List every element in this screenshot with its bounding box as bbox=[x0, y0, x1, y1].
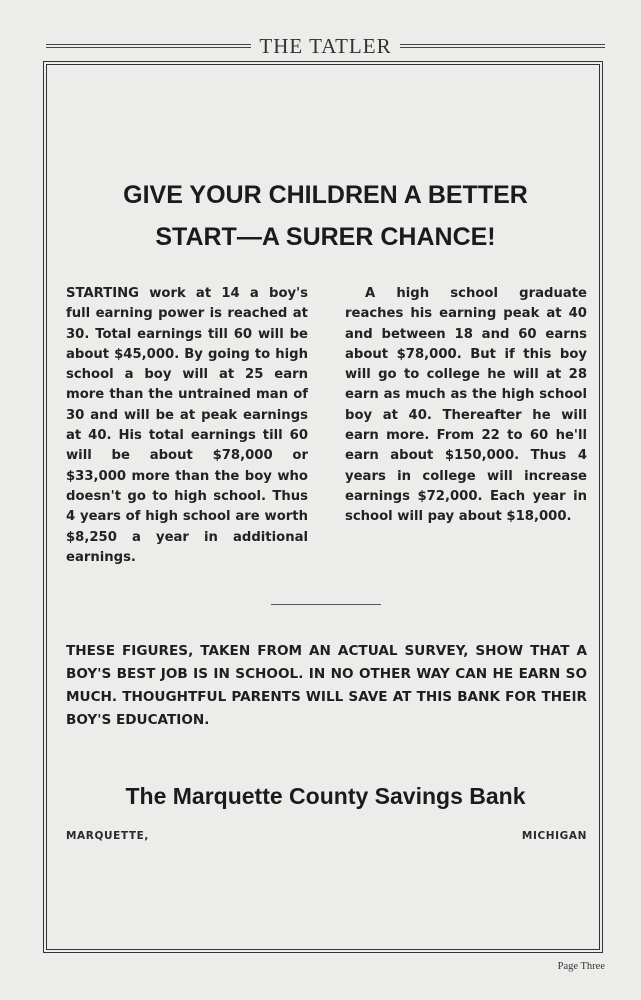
headline-line-2: START—A SURER CHANCE! bbox=[155, 223, 496, 251]
right-column-text: A high school graduate reaches his earning peak at 40 and between 18 and 60 earns about $78,000. But if this boy will go to college he will at 28 earn as much as the high school boy at 40. Thereafter he will earn more. From 22 to 60 he'll earn about $150,000. Thus 4 years in college will increase earnings $72,000. Each year in school will pay about $18,000. bbox=[345, 286, 587, 525]
section-divider bbox=[271, 604, 381, 605]
survey-statement: THESE FIGURES, TAKEN FROM AN ACTUAL SURVEY, SHOW THAT A BOY'S BEST JOB IS IN SCHOOL. IN NO OTHER WAY CAN HE EARN SO MUCH. THOUGHTFUL PARENTS WILL SAVE AT THIS BANK FOR THEIR BOY'S EDUCATION. bbox=[66, 643, 587, 728]
masthead bbox=[46, 34, 605, 58]
bank-city: MARQUETTE, bbox=[66, 830, 150, 842]
masthead-rule-left bbox=[46, 44, 251, 48]
masthead-title: THE TATLER bbox=[259, 34, 392, 58]
right-column bbox=[345, 284, 587, 528]
masthead-rule-right bbox=[400, 44, 605, 48]
left-column-text: STARTING work at 14 a boy's full earning power is reached at 30. Total earnings till 60 will be about $45,000. By going to high school a boy will at 25 earn more than the untrained man of 30 and will be at peak earnings at 40. His total earnings till 60 will be about $78,000 or $33,000 more than the boy who doesn't go to high school. Thus 4 years of high school are worth $8,250 a year in additional earnings. bbox=[66, 286, 308, 565]
bank-state: MICHIGAN bbox=[521, 830, 587, 842]
bank-name: The Marquette County Savings Bank bbox=[125, 783, 526, 809]
headline bbox=[46, 174, 605, 258]
page-number: Page Three bbox=[557, 961, 605, 972]
headline-line-1: GIVE YOUR CHILDREN A BETTER bbox=[123, 181, 528, 209]
